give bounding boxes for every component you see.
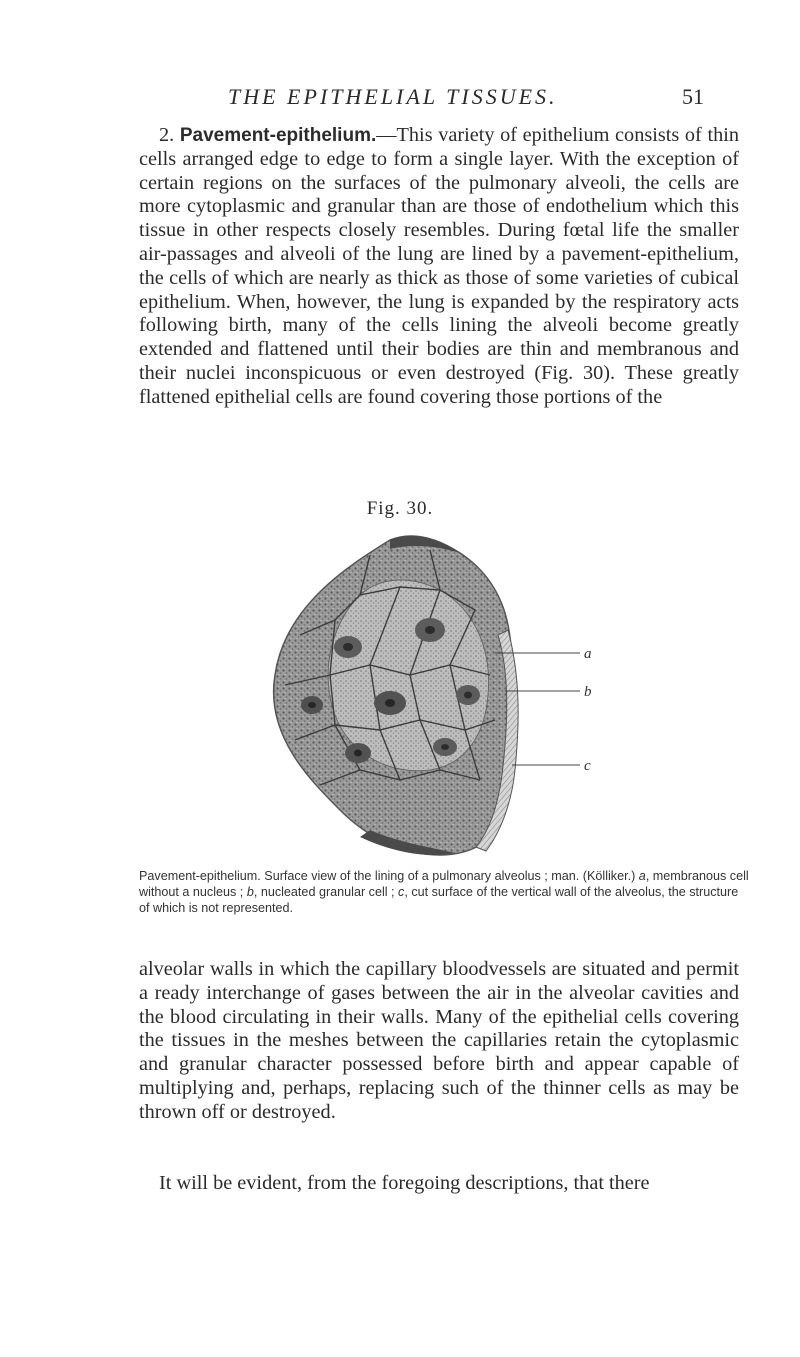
caption-a-letter: a	[638, 869, 646, 883]
figure-label: Fig. 30.	[366, 498, 434, 519]
page-header	[0, 84, 800, 114]
heading-dash: —	[376, 124, 397, 146]
caption-a-text: , membranous cell without a nucleus ;	[139, 869, 749, 899]
section-number: 2.	[159, 124, 175, 146]
paragraph-body: This variety of epithelium consists of thin cells arranged edge to edge to form a single layer. With the exception of certain regions on the surfaces of the pulmonary alveoli, the cells are more cytoplasmic and granular than are those of endothelium which this tissue in other respects closely resembles. During fœtal life the smaller air-passages and alveoli of the lung are lined by a pavement-epithelium, the cells of which are nearly as thick as those of some varieties of cubical epithelium. When, however, the lung is expanded by the respiratory acts following birth, many of the cells lining the alveoli become greatly extended and flattened until their bodies are thin and membranous and their nuclei inconspicuous or even destroyed (Fig. 30). These greatly flattened epithelial cells are found covering those portions of the	[139, 124, 739, 408]
page-number: 51	[682, 84, 704, 109]
paragraph-alveolar-walls: alveolar walls in which the capillary bloodvessels are situated and permit a ready interchange of gases between the air in the alveolar cavities and the blood circulating in their walls. Many of the epithelial cells covering the tissues in the meshes between the capillaries retain the cytoplasmic and granular character possessed before birth and appear capable of multiplying and, perhaps, replacing such of the thinner cells as may be thrown off or destroyed.	[139, 958, 739, 1123]
figure-alveolus-illustration	[240, 525, 760, 860]
callout-a: a	[584, 646, 592, 662]
section-heading: Pavement-epithelium.	[179, 125, 377, 146]
caption-c-letter: c	[398, 885, 405, 899]
paragraph-evident: It will be evident, from the foregoing descriptions, that there	[159, 1172, 650, 1194]
caption-b-text: , nucleated granular cell ;	[253, 885, 399, 899]
figure-caption	[139, 868, 749, 916]
paragraph-pavement-epithelium	[139, 124, 739, 410]
callout-c: c	[584, 758, 591, 774]
caption-c-text: , cut surface of the vertical wall of the alveolus, the structure of which is not represented.	[139, 885, 739, 915]
callout-b: b	[584, 684, 592, 700]
caption-b-letter: b	[246, 885, 254, 899]
running-title: THE EPITHELIAL TISSUES.	[228, 84, 558, 109]
alveolus-drawing	[240, 525, 760, 860]
caption-title: Pavement-epithelium. Surface view of the lining of a pulmonary alveolus ; man. (Kölliker.)	[139, 869, 636, 883]
